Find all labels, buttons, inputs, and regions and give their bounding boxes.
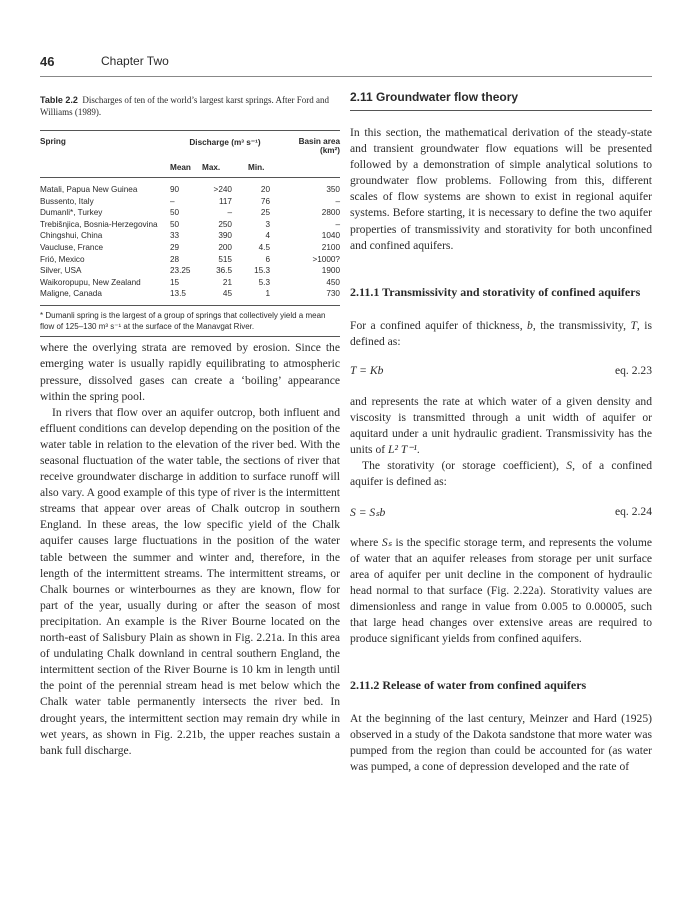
- cell-max: 390: [218, 231, 232, 241]
- cell-spring: Vaucluse, France: [40, 242, 104, 252]
- paragraph: where the overlying strata are removed by erosion. Since the emerging water is usually rapidly equilibrating to atmospheric pressure, dissolved gases can create a ‘boiling’ appearance within the spring pool.: [40, 341, 340, 403]
- cell-spring: Bussento, Italy: [40, 196, 94, 206]
- table-label: Table 2.2: [40, 95, 78, 105]
- subsection-heading: 2.11.2 Release of water from confined aquifers: [350, 678, 587, 693]
- cell-spring: Chingshui, China: [40, 231, 103, 241]
- cell-basin: 350: [326, 185, 340, 194]
- cell-spring: Frió, Mexico: [40, 254, 85, 264]
- paragraph: and represents the rate at which water of a given density and viscosity is transmitted through a unit width of aquifer or aquitard under a unit hydraulic gradient. Transmissivity has the units of L² T⁻¹.: [350, 394, 652, 457]
- page-number: 46: [40, 54, 55, 69]
- table-row: [40, 219, 340, 231]
- left-column: [40, 90, 340, 759]
- cell-max: 21: [222, 277, 232, 287]
- col-header-min: Min.: [240, 159, 280, 178]
- cell-max: >240: [213, 185, 232, 194]
- paragraph: where Sₛ is the specific storage term, and represents the volume of water that an aquifer releases from storage per unit surface area of aquifer per unit decline in the component of hydraulic head normal to that surface (Fig. 2.22a). Storativity values are dimensionless and range in value from 0.005 to 0.00005, such that large head changes over extensive areas are required to produce significant yields from confined aquifers.: [350, 535, 652, 646]
- equation-body: S = Sₛb: [350, 505, 386, 519]
- karst-springs-table-wrapper: [40, 130, 340, 306]
- cell-max: 515: [218, 254, 232, 264]
- cell-basin: 2800: [321, 208, 340, 218]
- table-row: [40, 288, 340, 305]
- table-row: [40, 254, 340, 266]
- cell-basin: –: [335, 196, 340, 206]
- left-body-text: [40, 340, 340, 758]
- karst-springs-table: [40, 134, 340, 305]
- cell-max: 45: [222, 289, 232, 299]
- table-row: [40, 207, 340, 219]
- cell-min: 20: [260, 185, 270, 194]
- col-header-spring: Spring: [40, 137, 66, 146]
- cell-basin: 2100: [321, 242, 340, 252]
- cell-max: 250: [218, 219, 232, 229]
- cell-mean: –: [170, 196, 175, 206]
- cell-spring: Trebišnjica, Bosnia-Herzegovina: [40, 219, 158, 229]
- cell-min: 6: [265, 254, 270, 264]
- equation-2-23: [350, 364, 652, 380]
- symbol-S: S: [566, 459, 573, 473]
- col-header-mean: Mean: [170, 159, 202, 178]
- cell-basin: >1000?: [312, 254, 340, 264]
- cell-basin: 1040: [321, 231, 340, 241]
- cell-min: 76: [260, 196, 270, 206]
- cell-min: 1: [265, 289, 270, 299]
- symbol-b: b: [527, 318, 533, 332]
- cell-spring: Dumanli*, Turkey: [40, 208, 103, 218]
- cell-max: 117: [218, 196, 232, 206]
- cell-min: 25: [260, 208, 270, 218]
- equation-body: T = Kb: [350, 363, 384, 377]
- cell-spring: Silver, USA: [40, 266, 82, 276]
- table-caption: [40, 94, 340, 118]
- cell-mean: 15: [170, 277, 180, 287]
- cell-mean: 50: [170, 219, 180, 229]
- col-header-basin: Basin area (km²): [298, 137, 340, 155]
- equation-label: eq. 2.23: [614, 363, 652, 377]
- col-header-max: Max.: [202, 159, 240, 178]
- cell-basin: 1900: [321, 266, 340, 276]
- right-column: [350, 90, 652, 776]
- cell-spring: Waikoropupu, New Zealand: [40, 277, 141, 287]
- table-row: [40, 242, 340, 254]
- subsection-heading: 2.11.1 Transmissivity and storativity of confined aquifers: [350, 284, 641, 299]
- cell-basin: –: [335, 219, 340, 229]
- cell-mean: 29: [170, 242, 180, 252]
- symbol-T: T: [630, 318, 637, 332]
- cell-basin: 450: [326, 277, 340, 287]
- table-caption-text: Discharges of ten of the world’s largest karst springs. After Ford and Williams (1989).: [40, 95, 329, 117]
- cell-max: 200: [218, 242, 232, 252]
- section-heading: 2.11 Groundwater flow theory: [350, 90, 652, 111]
- running-header: [40, 50, 652, 77]
- paragraph: In rivers that flow over an aquifer outcrop, both influent and effluent conditions can develop depending on the position of the water table in relation to the elevation of the river bed. With the seasonal fluctuation of the water table, the sections of river that receive groundwater discharge in addition to surface runoff will also vary. A good example of this type of river is the intermittent streams that appear over areas of Chalk outcrop in southern England. In these areas, the low specific yield of the Chalk aquifer causes large fluctuations in the position of the water table between the summer and winter and, therefore, in the length of the intermittent streams. The intermittent streams, or Chalk bournes or winterbournes as they are known, flow for part of the year, usually during or after the season of most precipitation. An example is the River Bourne located on the north-east of Salisbury Plain as shown in Fig. 2.21a. In this area of undulating Chalk downland in central southern England, the intermittent section of the River Bourne is 10 km in length until the point of the perennial stream head is met below which the Chalk water table permanently intersects the river bed. In drought years, the intermittent section may remain dry while in wet years, as shown in Fig. 2.21b, the upper reaches sustain a bank full discharge.: [40, 405, 340, 757]
- cell-min: 4: [265, 231, 270, 241]
- paragraph: The storativity (or storage coefficient), S, of a confined aquifer is defined as:: [350, 459, 652, 489]
- cell-min: 15.3: [254, 266, 270, 276]
- cell-mean: 50: [170, 208, 180, 218]
- table-footnote: * Dumanli spring is the largest of a group of springs that collectively yield a mean flow of 125–130 m³ s⁻¹ at the surface of the Manavgat River.: [40, 310, 340, 337]
- chapter-title: Chapter Two: [101, 54, 169, 68]
- equation-label: eq. 2.24: [614, 504, 652, 518]
- units-expression: L² T⁻¹: [388, 443, 417, 457]
- cell-spring: Matali, Papua New Guinea: [40, 185, 138, 194]
- paragraph: For a confined aquifer of thickness, b, the transmissivity, T, is defined as:: [350, 318, 652, 348]
- cell-spring: Maligne, Canada: [40, 289, 102, 299]
- table-row: [40, 265, 340, 277]
- table-row: [40, 277, 340, 289]
- equation-2-24: [350, 505, 652, 521]
- table-row: [40, 196, 340, 208]
- cell-mean: 90: [170, 185, 180, 194]
- table-row: [40, 178, 340, 196]
- cell-mean: 28: [170, 254, 180, 264]
- cell-max: 36.5: [216, 266, 232, 276]
- cell-min: 4.5: [258, 242, 270, 252]
- symbol-Ss: Sₛ: [381, 535, 392, 549]
- table-row: [40, 230, 340, 242]
- cell-min: 5.3: [258, 277, 270, 287]
- cell-basin: 730: [326, 289, 340, 299]
- cell-max: –: [227, 208, 232, 218]
- cell-mean: 23.25: [170, 266, 191, 276]
- cell-min: 3: [265, 219, 270, 229]
- cell-mean: 13.5: [170, 289, 186, 299]
- cell-mean: 33: [170, 231, 180, 241]
- paragraph: At the beginning of the last century, Meinzer and Hard (1925) observed in a study of the Dakota sandstone that more water was pumped from the region than could be accounted for (as water was pumped, a cone of depression developed and the rate of: [350, 712, 652, 774]
- paragraph: In this section, the mathematical derivation of the steady-state and transient groundwater flow equations will be presented followed by a demonstration of simple analytical solutions to groundwater flow problems. Following from this, different scales of flow systems are shown to exist in regional aquifer systems. Before starting, it is necessary to define the two aquifer properties of transmissivity and storativity for both unconfined and confined aquifers.: [350, 126, 652, 252]
- col-header-discharge: Discharge (m³ s⁻¹): [189, 138, 261, 147]
